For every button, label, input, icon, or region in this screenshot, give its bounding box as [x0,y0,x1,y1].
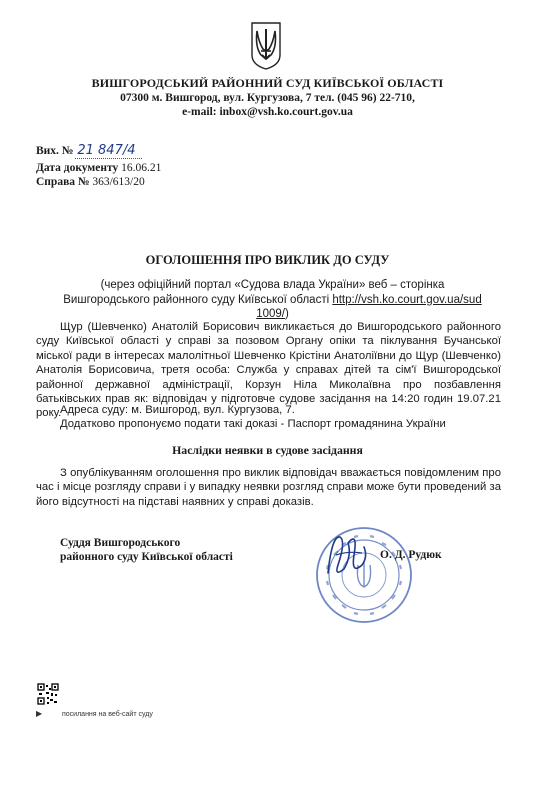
consequences-body [36,466,501,509]
handwritten-signature-icon [318,525,378,585]
outgoing-number [36,143,142,158]
case-number-label: Справа № [36,176,90,188]
court-url-link[interactable]: http://vsh.ko.court.gov.ua/sud 1009/ [256,293,482,320]
outgoing-number-label: Вих. № [36,145,74,157]
summons-text: Щур (Шевченко) Анатолій Борисович викликається до Вишгородського районного суду Київської області у справі за позовом Органу опіки та піклування Бучанської міської ради в інтересах малолітньої Шевченко Крістіни Анатоліївни до Щур (Шевченко) Анатолія Борисовича, третя особа: Служба у справах дітей та сім'ї Вишгородської районної державної адміністрації, Корзун Ніла Миколаївна про позбавлення батьківських прав як: відповідач у підготовче судове засідання на 14:20 годин 19.07.21 року. [36,321,501,420]
judge-title-line2: районного суду Київської області [60,551,233,563]
subtitle-prefix: (через офіційний портал «Судова влада України» веб – сторінка Вишгородського районного суду Київської області [63,279,445,306]
judge-title-line1: Суддя Вишгородського [60,537,181,549]
court-address: 07300 м. Вишгород, вул. Кургузова, 7 тел. (045 96) 22-710, [120,92,415,104]
qr-caption: посилання на веб-сайт суду [62,711,153,718]
court-name: ВИШГОРОДСЬКИЙ РАЙОННИЙ СУД КИЇВСЬКОЇ ОБЛАСТІ [91,76,444,90]
pointer-arrow-icon: ▶ [36,709,43,718]
subtitle-suffix: ) [284,308,289,320]
judge-name: О. Д. Рудюк [380,549,442,561]
document-date-label: Дата документу [36,162,119,174]
trident-emblem-icon [249,21,283,71]
consequences-title: Наслідки неявки в судове засідання [172,443,363,457]
outgoing-number-value: 21 847/4 [75,143,141,159]
consequences-text: З опублікуванням оголошення про виклик відповідач вважається повідомленим про час і місце розгляду справи і у випадку неявки розгляд справи може бути проведений за його відсутності на підставі наявних у справі доказів. [36,467,501,508]
court-location: Адреса суду: м. Вишгород, вул. Кургузова, 7. [60,404,295,416]
court-email: e-mail: inbox@vsh.ko.court.gov.ua [182,106,353,118]
case-number-value: 363/613/20 [92,176,145,188]
document-date-value: 16.06.21 [121,162,162,174]
page-title: ОГОЛОШЕННЯ ПРО ВИКЛИК ДО СУДУ [145,253,390,267]
document-date [36,162,161,174]
qr-code-icon[interactable] [37,683,59,705]
judge-title [60,536,233,564]
extra-evidence: Додатково пропонуємо подати такі доказі - Паспорт громадянина України [60,418,446,430]
subtitle [60,278,485,322]
case-number [36,176,145,188]
